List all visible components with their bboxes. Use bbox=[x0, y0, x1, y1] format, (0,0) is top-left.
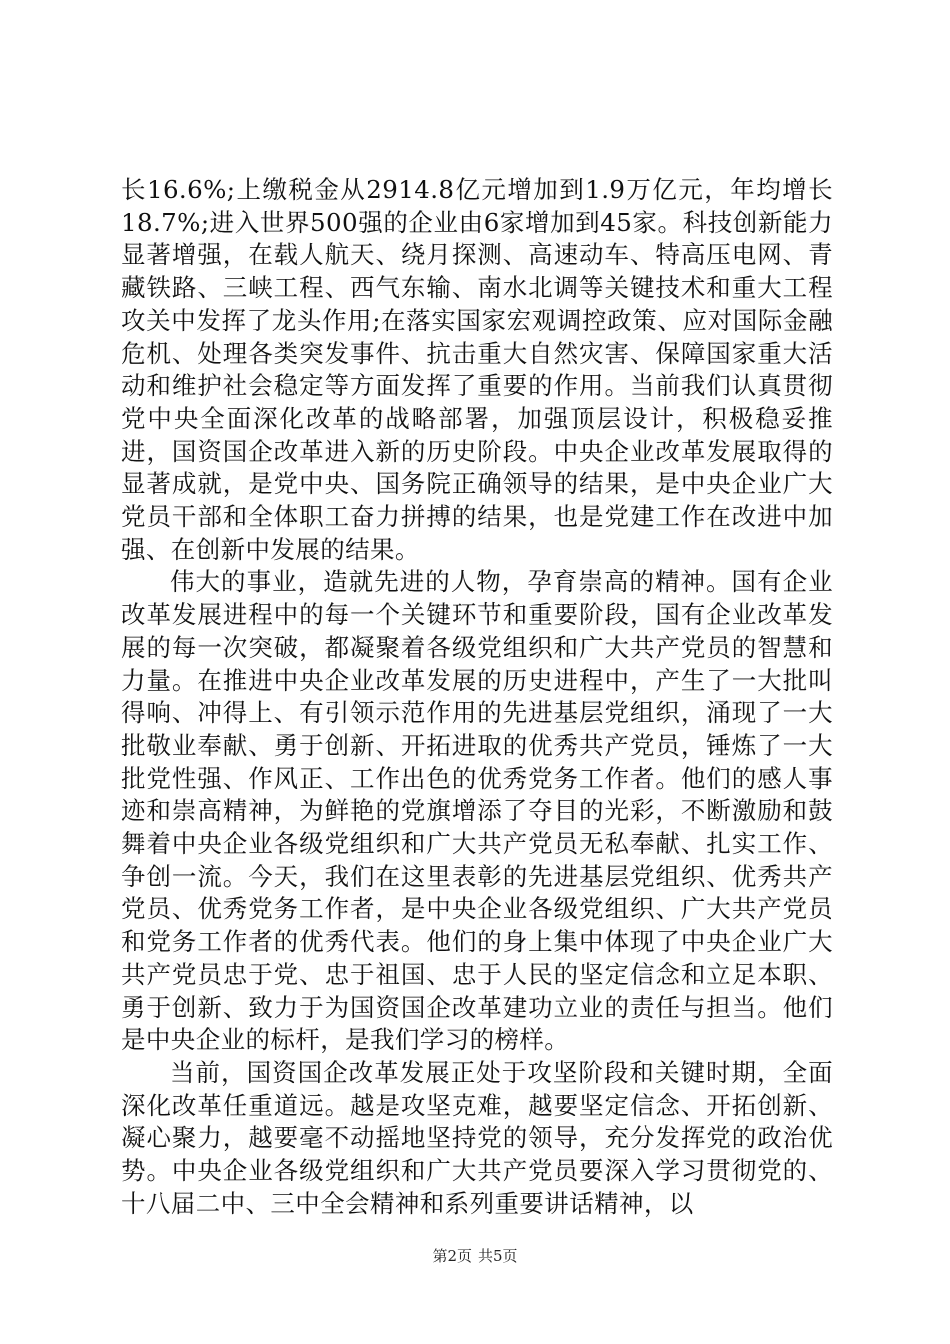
document-body bbox=[121, 174, 833, 1221]
paragraph-1: 长16.6%;上缴税金从2914.8亿元增加到1.9万亿元，年均增长18.7%;进入世界500强的企业由6家增加到45家。科技创新能力显著增强，在载人航天、绕月探测、高速动车、特高压电网、青藏铁路、三峡工程、西气东输、南水北调等关键技术和重大工程攻关中发挥了龙头作用;在落实国家宏观调控政策、应对国际金融危机、处理各类突发事件、抗击重大自然灾害、保障国家重大活动和维护社会稳定等方面发挥了重要的作用。当前我们认真贯彻党中央全面深化改革的战略部署，加强顶层设计，积极稳妥推进，国资国企改革进入新的历史阶段。中央企业改革发展取得的显著成就，是党中央、国务院正确领导的结果，是中央企业广大党员干部和全体职工奋力拼搏的结果，也是党建工作在改进中加强、在创新中发展的结果。 bbox=[121, 175, 833, 564]
page-footer bbox=[0, 1245, 950, 1266]
paragraph-3: 当前，国资国企改革发展正处于攻坚阶段和关键时期，全面深化改革任重道远。越是攻坚克难，越要坚定信念、开拓创新、凝心聚力，越要毫不动摇地坚持党的领导，充分发挥党的政治优势。中央企业各级党组织和广大共产党员要深入学习贯彻党的、十八届二中、三中全会精神和系列重要讲话精神，以 bbox=[121, 1057, 833, 1218]
page-number: 第2页 bbox=[432, 1247, 472, 1265]
paragraph-2: 伟大的事业，造就先进的人物，孕育崇高的精神。国有企业改革发展进程中的每一个关键环节和重要阶段，国有企业改革发展的每一次突破，都凝聚着各级党组织和广大共产党员的智慧和力量。在推进中央企业改革发展的历史进程中，产生了一大批叫得响、冲得上、有引领示范作用的先进基层党组织，涌现了一大批敬业奉献、勇于创新、开拓进取的优秀共产党员，锤炼了一大批党性强、作风正、工作出色的优秀党务工作者。他们的感人事迹和崇高精神，为鲜艳的党旗增添了夺目的光彩，不断激励和鼓舞着中央企业各级党组织和广大共产党员无私奉献、扎实工作、争创一流。今天，我们在这里表彰的先进基层党组织、优秀共产党员、优秀党务工作者，是中央企业各级党组织、广大共产党员和党务工作者的优秀代表。他们的身上集中体现了中央企业广大共产党员忠于党、忠于祖国、忠于人民的坚定信念和立足本职、勇于创新、致力于为国资国企改革建功立业的责任与担当。他们是中央企业的标杆，是我们学习的榜样。 bbox=[121, 567, 833, 1055]
page-total: 共5页 bbox=[478, 1247, 518, 1265]
